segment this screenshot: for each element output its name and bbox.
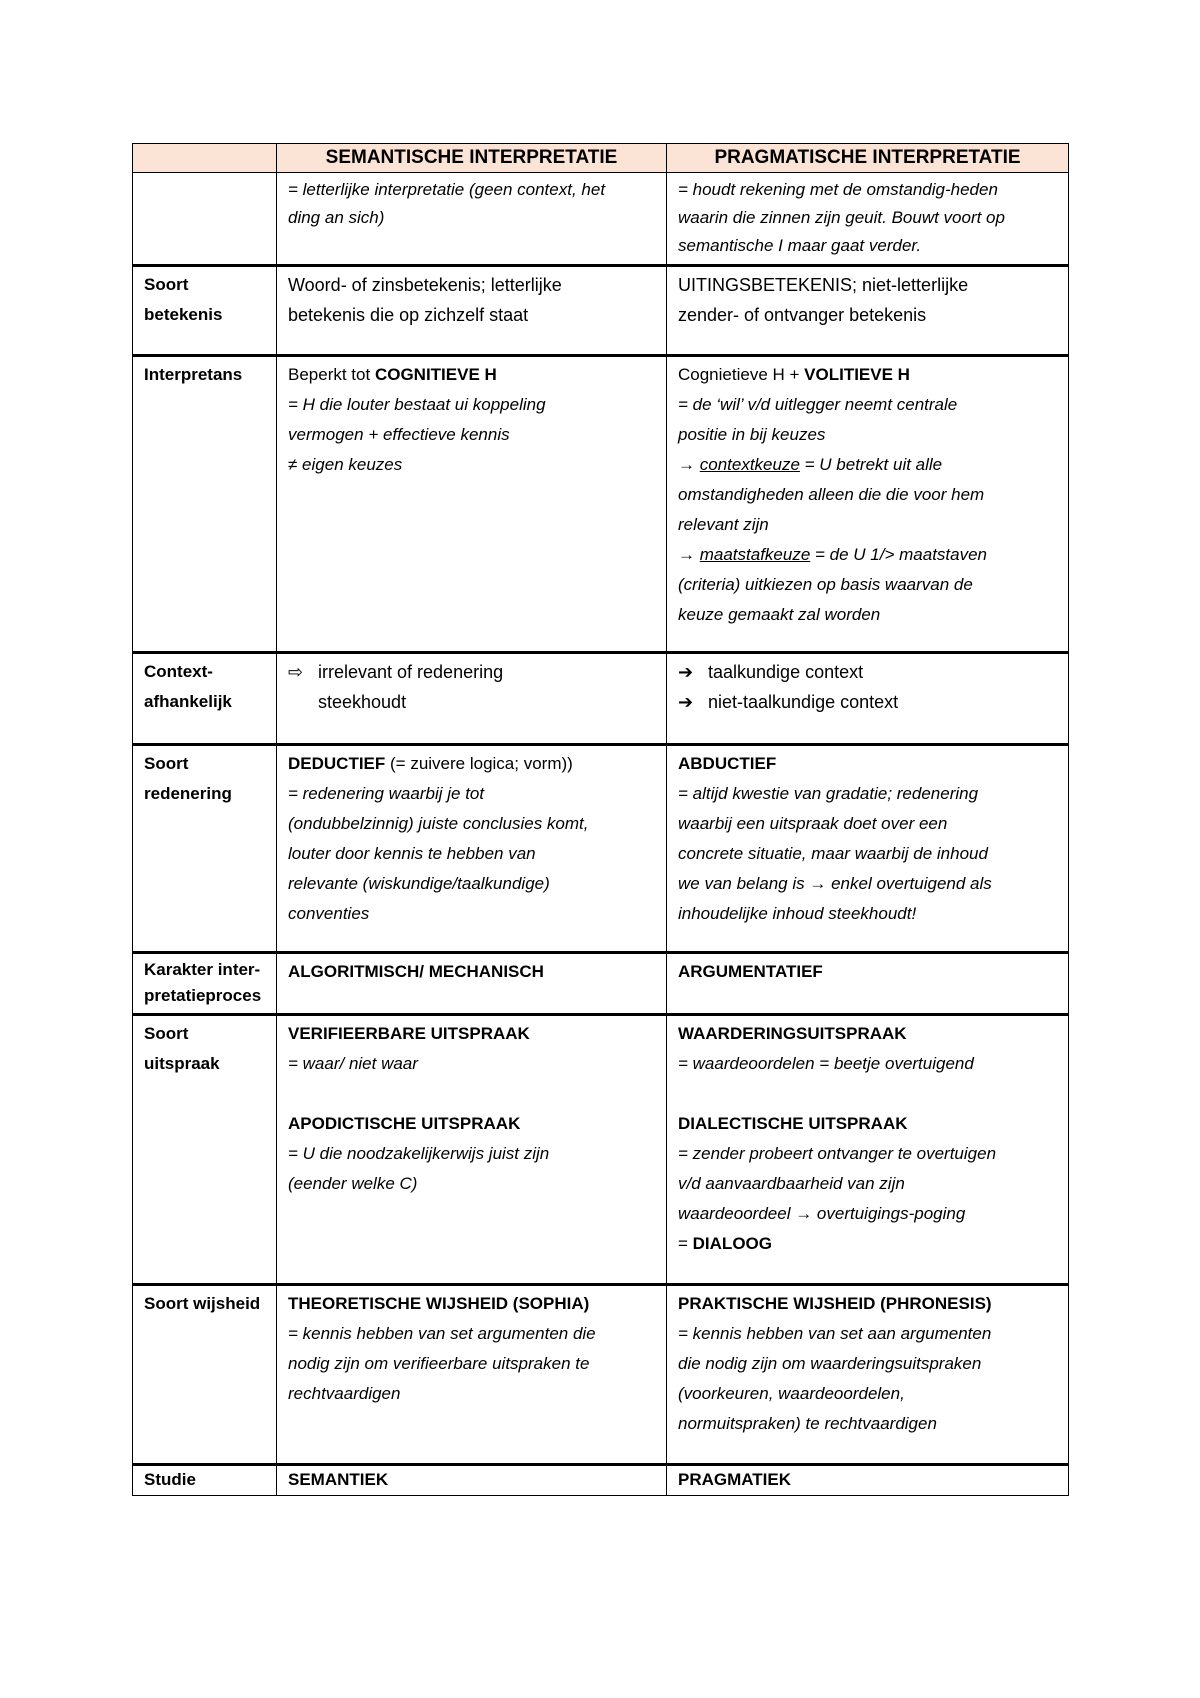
label-line: Soort [144,754,189,773]
text-line: keuze gemaakt zal worden [678,605,881,624]
text-fragment: Cognietieve H + [678,365,805,384]
bold-term: DIALECTISCHE UITSPRAAK [678,1114,908,1133]
text-line: normuitspraken) te rechtvaardigen [678,1414,937,1433]
text-line: concrete situatie, maar waarbij de inhoud [678,844,988,863]
row-redenering [133,745,1069,953]
list-item [678,657,1058,687]
right-arrow-icon: → [795,1204,813,1223]
text-line: vermogen + effectieve kennis [288,425,510,444]
wijsheid-semantic [277,1285,667,1465]
text-line: rechtvaardigen [288,1384,401,1403]
text-line: louter door kennis te hebben van [288,844,536,863]
redenering-pragmatic [667,745,1069,953]
betekenis-pragmatic [667,266,1069,356]
list-item [678,687,1058,717]
text-line: ≠ eigen keuzes [288,455,403,474]
text-line: relevant zijn [678,515,769,534]
bold-term: DEDUCTIEF [288,754,386,773]
text-line: = houdt rekening met de omstandig-heden [678,180,998,199]
studie-pragmatic: PRAGMATIEK [667,1465,1069,1496]
comparison-table [132,143,1069,1496]
text-line: = redenering waarbij je tot [288,784,485,803]
row-studie [133,1465,1069,1496]
row-label [133,1465,277,1496]
text-fragment: = U betrekt uit alle [799,455,943,474]
underlined-term: maatstafkeuze [699,545,811,564]
text-line: irrelevant of redenering [318,662,504,682]
row-wijsheid [133,1285,1069,1465]
bold-arrow-icon: ➔ [678,662,694,682]
text-line [288,749,656,779]
text-line [678,1199,1058,1229]
hollow-arrow-icon: ⇨ [288,662,304,682]
bold-term: PRAKTISCHE WIJSHEID (PHRONESIS) [678,1294,992,1313]
right-arrow-icon: → [678,455,695,474]
text-line: (voorkeuren, waardeoordelen, [678,1384,905,1403]
text-line: zender- of ontvanger betekenis [678,305,927,325]
text-line: v/d aanvaardbaarheid van zijn [678,1174,905,1193]
text-line [678,360,1058,390]
right-arrow-icon: → [809,874,827,893]
row-label [133,1015,277,1285]
label-line: uitspraak [144,1054,220,1073]
text-line: semantische I maar gaat verder. [678,236,922,255]
text-fragment: = [678,1234,693,1253]
text-line: omstandigheden alleen die die voor hem [678,485,985,504]
header-semantic: SEMANTISCHE INTERPRETATIE [277,144,667,173]
text-line: Woord- of zinsbetekenis; letterlijke [288,275,562,295]
row-interpretans [133,356,1069,653]
header-row [133,144,1069,173]
text-line: ding an sich) [288,208,385,227]
text-fragment: enkel overtuigend als [826,874,992,893]
row-karakter [133,953,1069,1015]
karakter-semantic: ALGORITMISCH/ MECHANISCH [277,953,667,1015]
label-line: Interpretans [144,365,243,384]
underlined-term: contextkeuze [699,455,800,474]
label-line: pretatieproces [144,986,262,1005]
text-line [678,450,1058,480]
list-item-text [318,657,656,717]
text-line: = U die noodzakelijkerwijs juist zijn [288,1144,550,1163]
interpretans-semantic [277,356,667,653]
label-line: Soort [144,275,189,294]
spacer [678,1079,1058,1109]
text-fragment: (= zuivere logica; vorm)) [385,754,573,773]
bold-term: THEORETISCHE WIJSHEID (SOPHIA) [288,1294,590,1313]
karakter-pragmatic: ARGUMENTATIEF [667,953,1069,1015]
bold-term: COGNITIEVE H [374,365,497,384]
text-line: = kennis hebben van set aan argumenten [678,1324,992,1343]
text-line: nodig zijn om verifieerbare uitspraken te [288,1354,590,1373]
row-label [133,653,277,745]
label-line: Context- [144,662,213,681]
text-line [678,1229,1058,1259]
text-line: = waar/ niet waar [288,1054,418,1073]
text-line: relevante (wiskundige/taalkundige) [288,874,550,893]
definition-pragmatic [667,173,1069,266]
bold-term: VOLITIEVE H [804,365,910,384]
text-line: waarbij een uitspraak doet over een [678,814,948,833]
text-line: = kennis hebben van set argumenten die [288,1324,596,1343]
row-uitspraak [133,1015,1069,1285]
text-fragment: we van belang is [678,874,810,893]
interpretans-pragmatic [667,356,1069,653]
row-label [133,745,277,953]
text-line [288,360,656,390]
row-label [133,266,277,356]
header-empty-cell [133,144,277,173]
text-line: conventies [288,904,370,923]
text-line: UITINGSBETEKENIS; niet-letterlijke [678,275,969,295]
context-pragmatic [667,653,1069,745]
text-line: = zender probeert ontvanger te overtuigen [678,1144,997,1163]
row-context [133,653,1069,745]
text-line: positie in bij keuzes [678,425,826,444]
bold-term: WAARDERINGSUITSPRAAK [678,1024,907,1043]
row-definition [133,173,1069,266]
uitspraak-semantic [277,1015,667,1285]
text-fragment: Beperkt tot [288,365,375,384]
row-label [133,356,277,653]
text-line: = H die louter bestaat ui koppeling [288,395,546,414]
bold-term: ABDUCTIEF [678,754,777,773]
spacer [288,1079,656,1109]
text-line: (criteria) uitkiezen op basis waarvan de [678,575,973,594]
right-arrow-icon: → [678,545,695,564]
text-line: = de ‘wil’ v/d uitlegger neemt centrale [678,395,958,414]
context-semantic [277,653,667,745]
label-line: redenering [144,784,232,803]
text-line: inhoudelijke inhoud steekhoudt! [678,904,917,923]
redenering-semantic [277,745,667,953]
text-line: = altijd kwestie van gradatie; redenering [678,784,979,803]
text-fragment: waardeoordeel [678,1204,796,1223]
text-line: betekenis die op zichzelf staat [288,305,529,325]
bold-term: VERIFIEERBARE UITSPRAAK [288,1024,530,1043]
text-fragment: overtuigings-poging [812,1204,966,1223]
bold-term: APODICTISCHE UITSPRAAK [288,1114,521,1133]
row-label [133,1285,277,1465]
label-line: betekenis [144,305,223,324]
text-line: die nodig zijn om waarderingsuitspraken [678,1354,982,1373]
list-item [288,657,656,717]
row-soort-betekenis [133,266,1069,356]
text-line: (eender welke C) [288,1174,418,1193]
label-line: Soort wijsheid [144,1294,261,1313]
bold-term: DIALOOG [692,1234,772,1253]
text-line: (ondubbelzinnig) juiste conclusies komt, [288,814,589,833]
text-line: steekhoudt [318,692,407,712]
text-line: waarin die zinnen zijn geuit. Bouwt voort op [678,208,1005,227]
label-line: afhankelijk [144,692,232,711]
betekenis-semantic [277,266,667,356]
text-line [678,540,1058,570]
row-label-empty [133,173,277,266]
list-item-text: taalkundige context [708,662,864,682]
wijsheid-pragmatic [667,1285,1069,1465]
uitspraak-pragmatic [667,1015,1069,1285]
label-line: Karakter inter- [144,960,261,979]
definition-semantic [277,173,667,266]
studie-semantic: SEMANTIEK [277,1465,667,1496]
bold-arrow-icon: ➔ [678,692,694,712]
header-pragmatic: PRAGMATISCHE INTERPRETATIE [667,144,1069,173]
text-line: = waardeoordelen = beetje overtuigend [678,1054,974,1073]
text-fragment: = de U 1/> maatstaven [810,545,988,564]
label-line: Studie [144,1470,196,1489]
list-item-text: niet-taalkundige context [708,692,899,712]
row-label [133,953,277,1015]
text-line [678,869,1058,899]
text-line: = letterlijke interpretatie (geen context, het [288,180,606,199]
label-line: Soort [144,1024,189,1043]
